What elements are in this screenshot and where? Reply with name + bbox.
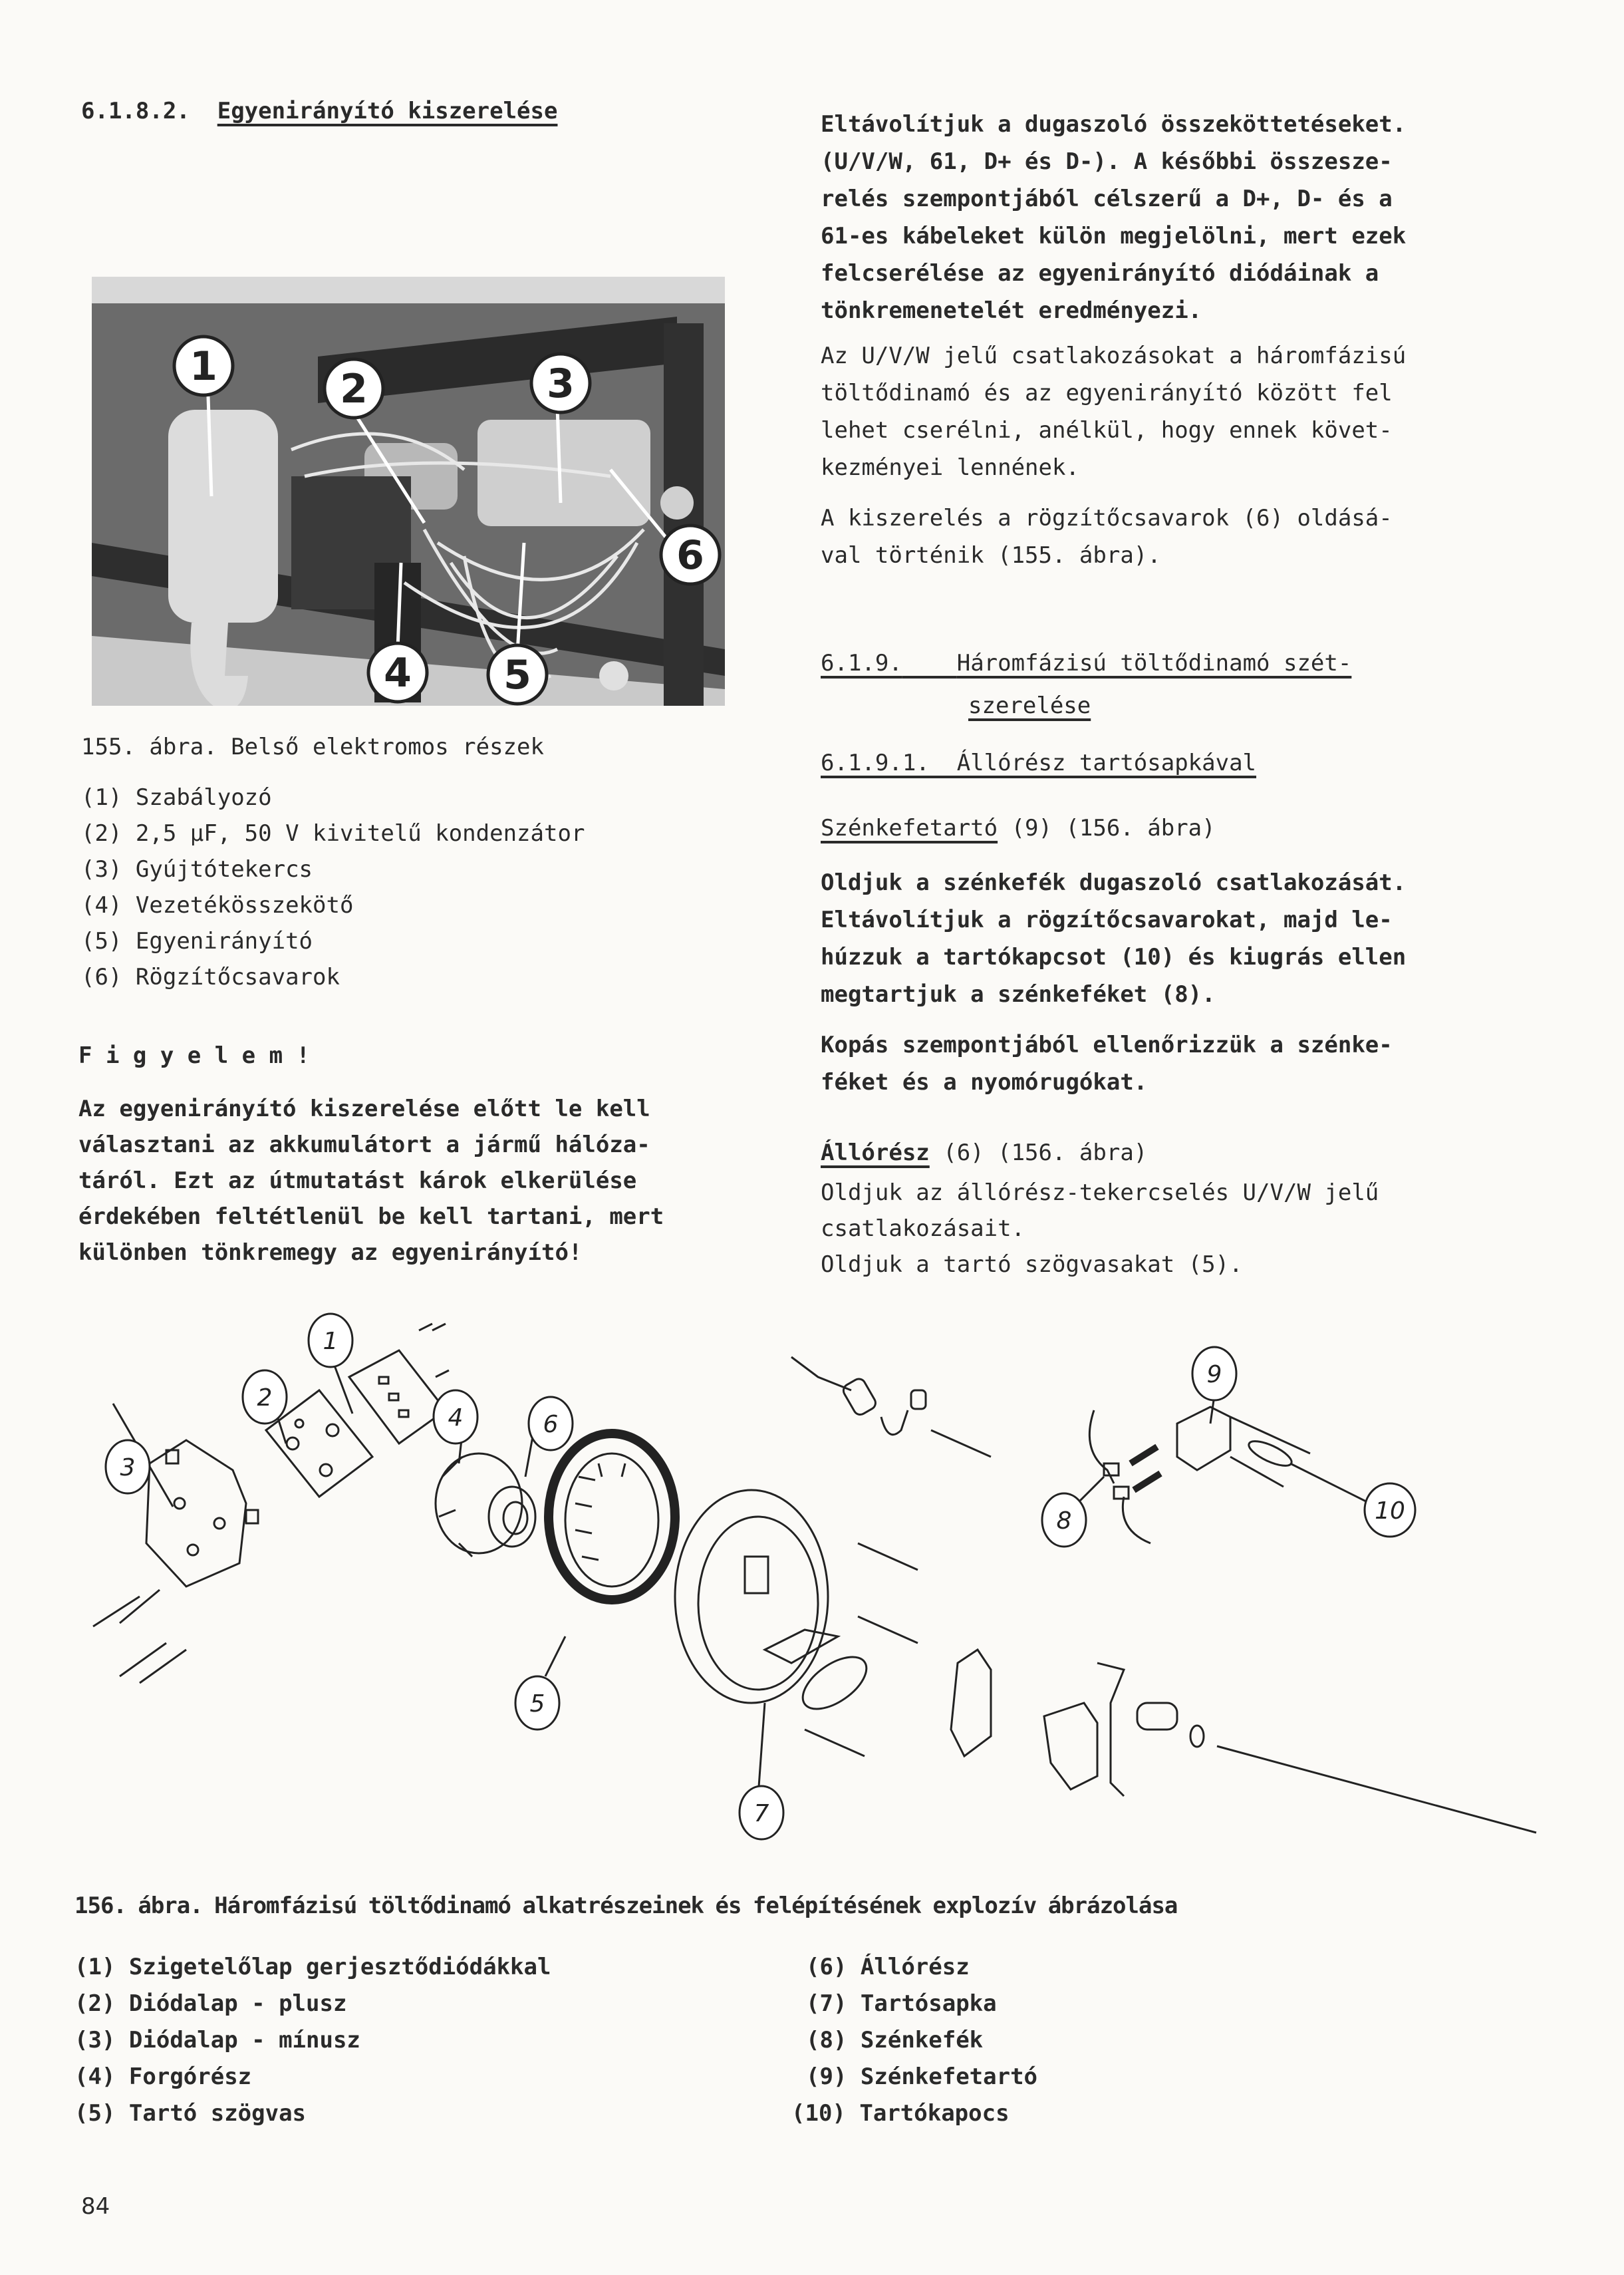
callout-1 (174, 337, 233, 395)
legend-item (806, 1986, 997, 2022)
legend-item (74, 1949, 551, 1985)
part-brush-holder (1177, 1407, 1310, 1487)
warning-line: Az egyenirányító kiszerelése előtt le kell (78, 1096, 650, 1122)
text-line: megtartjuk a szénkeféket (8). (821, 981, 1216, 1008)
text-line: A kiszerelés a rögzítőcsavarok (6) oldásá- (821, 505, 1393, 531)
text-line: csatlakozásait. (821, 1215, 1025, 1242)
figure-156-caption: 156. ábra. Háromfázisú töltődinamó alkatrészeinek és felépítésének explozív ábrázolása (74, 1893, 1178, 1919)
subsection-title: Szénkefetartó (821, 815, 998, 841)
callout-6 (661, 526, 720, 584)
callout-label: 4 (384, 650, 412, 696)
legend-label: Egyenirányító (135, 928, 313, 955)
callout-label: 1 (323, 1328, 338, 1355)
legend-num: (3) (74, 2027, 116, 2053)
part-rear-assembly (951, 1650, 1536, 1833)
legend-num: (4) (81, 892, 122, 919)
callout-label: 5 (529, 1690, 545, 1718)
part-holder-clip (1246, 1436, 1295, 1470)
legend-label: Forgórész (128, 2063, 252, 2090)
section-heading-619-cont (968, 688, 1091, 724)
subsection-stator (821, 1135, 1147, 1171)
diagram-callout-7 (740, 1786, 783, 1839)
legend-label: Diódalap - mínusz (128, 2027, 360, 2053)
legend-item (81, 851, 313, 887)
diagram-callout-1 (309, 1314, 352, 1367)
text-line: Oldjuk a tartó szögvasakat (5). (821, 1251, 1243, 1278)
text-line: tönkremenetelét eredményezi. (821, 297, 1202, 324)
part-end-cap (675, 1490, 918, 1756)
legend-label: Szabályozó (135, 784, 272, 811)
diagram-callout-3 (106, 1440, 150, 1493)
legend-item (791, 2095, 1010, 2131)
text-line: Oldjuk az állórész-tekercselés U/V/W jelű (821, 1179, 1379, 1206)
legend-item (74, 2059, 251, 2095)
text-line: féket és a nyomórugókat. (821, 1069, 1148, 1096)
legend-num: (9) (806, 2063, 847, 2090)
callout-label: 6 (676, 532, 704, 579)
callout-label: 2 (257, 1384, 273, 1412)
legend-item (81, 887, 353, 923)
figure-156-exploded-diagram (86, 1304, 1550, 1856)
text-line: (U/V/W, 61, D+ és D-). A későbbi összesze- (821, 148, 1393, 175)
part-capacitor-clip (791, 1357, 991, 1457)
legend-num: (4) (74, 2063, 116, 2090)
text-line: val történik (155. ábra). (821, 542, 1161, 569)
callout-label: 3 (120, 1454, 136, 1481)
warning-title: F i g y e l e m ! (78, 1042, 310, 1069)
text-line: relés szempontjából célszerű a D+, D- és a (821, 186, 1393, 212)
warning-line: táról. Ezt az útmutatást károk elkerülése (78, 1167, 637, 1194)
warning-line: választani az akkumulátort a jármű hálóza- (78, 1132, 650, 1158)
callout-label: 10 (1375, 1497, 1405, 1525)
section-title: Háromfázisú töltődinamó szét- (956, 650, 1352, 677)
text-line: lehet cserélni, anélkül, hogy ennek követ- (821, 417, 1393, 444)
section-title: Egyenirányító kiszerelése (217, 98, 558, 124)
legend-label: Szénkefetartó (860, 2063, 1038, 2090)
part-brushes (1089, 1410, 1160, 1543)
callout-label: 9 (1206, 1361, 1222, 1388)
section-title-cont: szerelése (968, 692, 1091, 719)
photo-callouts (92, 277, 725, 706)
section-heading-6182 (81, 93, 557, 129)
warning-line: különben tönkremegy az egyenirányító! (78, 1239, 583, 1266)
legend-label: Tartósapka (860, 1990, 997, 2017)
text-line: kezményei lennének. (821, 454, 1079, 481)
text-line: húzzuk a tartókapcsot (10) és kiugrás ellen (821, 944, 1407, 971)
legend-label: Diódalap - plusz (128, 1990, 347, 2017)
legend-num: (6) (81, 964, 122, 990)
text-line: Az U/V/W jelű csatlakozásokat a háromfázisú (821, 343, 1407, 369)
subsection-title: Állórész (821, 1139, 930, 1166)
section-number: 6.1.8.2. (81, 98, 190, 124)
legend-num: (2) (81, 820, 122, 847)
callout-3 (531, 354, 590, 412)
legend-label: 2,5 µF, 50 V kivitelű kondenzátor (135, 820, 585, 847)
legend-item (81, 780, 272, 816)
subsection-brush-holder (821, 810, 1216, 846)
text-line: Eltávolítjuk a rögzítőcsavarokat, majd le- (821, 907, 1393, 933)
legend-num: (5) (81, 928, 122, 955)
text-line: Eltávolítjuk a dugaszoló összeköttetéseket. (821, 111, 1407, 138)
text-line: Kopás szempontjából ellenőrizzük a szénke- (821, 1032, 1393, 1058)
legend-num: (2) (74, 1990, 116, 2017)
page-number: 84 (81, 2193, 110, 2220)
legend-num: (1) (81, 784, 122, 811)
legend-label: Állórész (860, 1954, 970, 1980)
legend-item (74, 2022, 360, 2058)
subsection-ref: (6) (156. ábra) (929, 1139, 1148, 1166)
callout-4 (368, 643, 427, 702)
legend-item (806, 1949, 970, 1985)
legend-label: Tartó szögvas (128, 2100, 307, 2127)
legend-label: Rögzítőcsavarok (135, 964, 340, 990)
legend-num: (7) (806, 1990, 847, 2017)
part-rotor (436, 1453, 535, 1557)
legend-num: (1) (74, 1954, 116, 1980)
legend-label: Szénkefék (860, 2027, 984, 2053)
diagram-callout-10 (1365, 1483, 1415, 1537)
legend-num: (6) (806, 1954, 847, 1980)
legend-num: (8) (806, 2027, 847, 2053)
text-line: felcserélése az egyenirányító diódáinak a (821, 260, 1379, 287)
diagram-callout-4 (434, 1390, 477, 1443)
callout-2 (325, 359, 383, 418)
callout-label: 6 (543, 1411, 559, 1438)
callout-label: 3 (547, 361, 575, 407)
legend-num: (10) (791, 2100, 846, 2127)
text-line: töltődinamó és az egyenirányító között fel (821, 380, 1393, 406)
diagram-callout-9 (1192, 1347, 1236, 1400)
legend-label: Gyújtótekercs (135, 856, 313, 883)
warning-line: érdekében feltétlenül be kell tartani, mert (78, 1203, 664, 1230)
subsection-ref: (9) (156. ábra) (998, 815, 1216, 841)
legend-item (806, 2022, 983, 2058)
diagram-callout-5 (515, 1676, 559, 1730)
callout-label: 8 (1056, 1507, 1072, 1535)
callout-label: 5 (503, 652, 531, 698)
text-line: Oldjuk a szénkefék dugaszoló csatlakozását. (821, 869, 1407, 896)
legend-num: (3) (81, 856, 122, 883)
diagram-callouts (106, 1314, 1415, 1839)
legend-label: Vezetékösszekötő (135, 892, 354, 919)
legend-item (81, 959, 340, 995)
legend-item (74, 2095, 306, 2131)
figure-155-photo (92, 277, 725, 706)
legend-label: Szigetelőlap gerjesztődiódákkal (128, 1954, 551, 1980)
figure-156-legends (74, 1949, 1550, 2135)
diagram-callout-8 (1042, 1493, 1086, 1547)
callout-label: 1 (190, 343, 217, 390)
callout-label: 4 (448, 1404, 464, 1432)
legend-label: Tartókapocs (859, 2100, 1010, 2127)
legend-item (81, 816, 585, 851)
legend-item (81, 923, 313, 959)
section-heading-6191: 6.1.9.1. Állórész tartósapkával (821, 750, 1257, 776)
part-stator (549, 1434, 675, 1600)
diagram-callout-6 (529, 1397, 573, 1450)
callout-5 (488, 645, 547, 704)
text-line: 61-es kábeleket külön megjelölni, mert ezek (821, 223, 1407, 249)
legend-num: (5) (74, 2100, 116, 2127)
callout-label: 7 (753, 1800, 769, 1827)
figure-155-caption: 155. ábra. Belső elektromos részek (81, 734, 544, 760)
legend-item (74, 1986, 346, 2022)
section-heading-619 (821, 645, 1351, 681)
callout-label: 2 (340, 366, 368, 412)
legend-item (806, 2059, 1037, 2095)
section-number: 6.1.9. (821, 650, 902, 677)
diagram-callout-2 (243, 1370, 287, 1424)
